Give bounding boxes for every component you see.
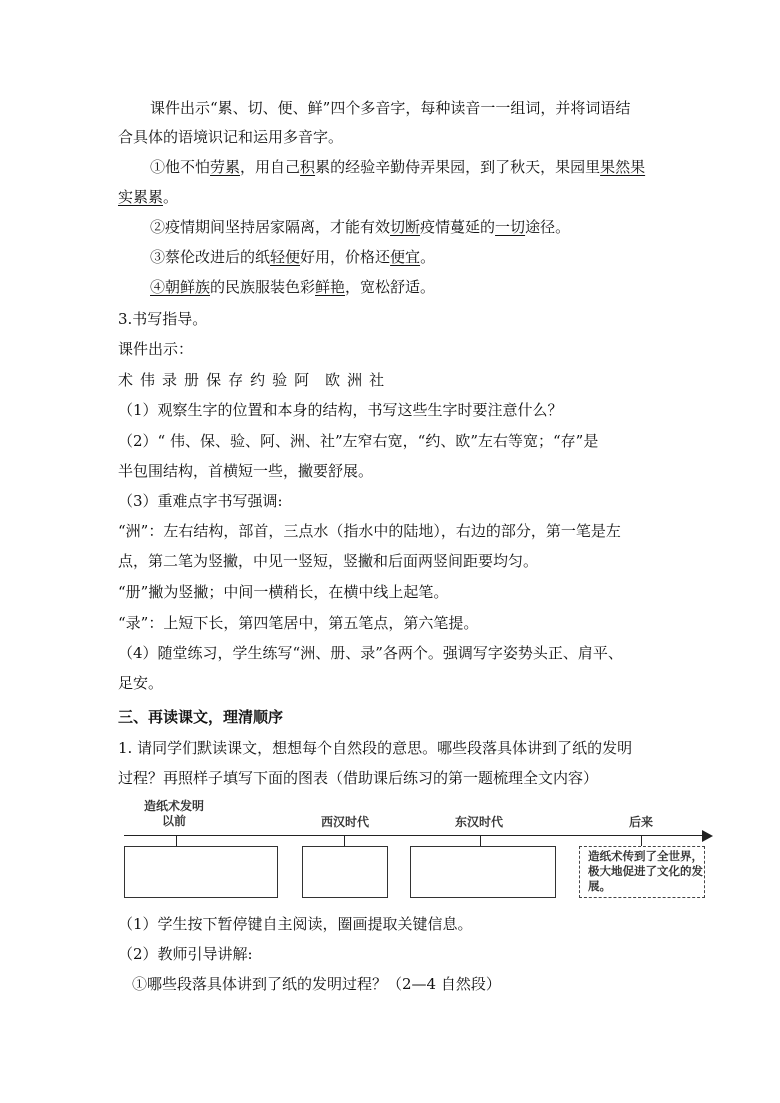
char: 保 xyxy=(206,371,222,389)
question-2-line-1: （2）“ 伟、保、验、阿、洲、社”左窄右宽，“约、欧”左右等宽；“存”是 xyxy=(118,432,599,450)
timeline-tick xyxy=(641,836,642,846)
timeline-tick xyxy=(480,836,481,846)
char: 术 xyxy=(118,371,134,389)
char: 录 xyxy=(162,371,178,389)
sentence-1: ①他不怕劳累，用自己积累的经验辛勤侍弄果园，到了秋天，果园里果然果 xyxy=(150,158,646,176)
sentence-4: ④朝鲜族的民族服装色彩鲜艳，宽松舒适。 xyxy=(150,278,436,296)
question-4-line-1: （4）随堂练习，学生练写“洲、册、录”各两个。强调写字姿势头正、肩平、 xyxy=(118,644,623,662)
after-2: （2）教师引导讲解: xyxy=(118,945,253,963)
intro-line-1: 课件出示“累、切、便、鲜”四个多音字，每种读音一一组词，并将词语结 xyxy=(150,99,631,117)
char: 验 xyxy=(272,371,288,389)
sample-box-text: 造纸术传到了全世界，极大地促进了文化的发展。 xyxy=(588,849,703,893)
after-1: （1）学生按下暂停键自主阅读，圈画提取关键信息。 xyxy=(118,915,473,933)
char: 欧 xyxy=(325,371,341,389)
sentence-3: ③蔡伦改进后的纸轻便好用，价格还便宜。 xyxy=(150,248,436,266)
char: 约 xyxy=(250,371,266,389)
sentence-2: ②疫情期间坚持居家隔离，才能有效切断疫情蔓延的一切途径。 xyxy=(150,218,571,236)
sentence-1-cont: 实累累。 xyxy=(118,188,179,206)
char: 存 xyxy=(228,371,244,389)
era-label-western-han: 西汉时代 xyxy=(320,815,369,829)
era-label-before-papermaking: 造纸术发明以前 xyxy=(143,799,204,828)
courseware-label: 课件出示： xyxy=(118,340,194,358)
answer-box-western-han[interactable] xyxy=(302,846,388,898)
era-label-later: 后来 xyxy=(628,815,653,829)
char: 社 xyxy=(369,371,385,389)
new-characters xyxy=(118,370,678,390)
zhou-note-line-2: 点，第二笔为竖撇，中见一竖短，竖撇和后面两竖间距要均匀。 xyxy=(118,552,539,570)
intro-line-2: 合具体的语境识记和运用多音字。 xyxy=(118,128,344,146)
zhou-note-line-1: “洲”：左右结构，部首，三点水（指水中的陆地），右边的部分，第一笔是左 xyxy=(118,522,621,540)
timeline-tick xyxy=(176,836,177,846)
after-3: ①哪些段落具体讲到了纸的发明过程？（2—4 自然段） xyxy=(132,975,501,993)
question-4-line-2: 足安。 xyxy=(118,674,164,692)
writing-heading: 3.书写指导。 xyxy=(118,310,208,328)
timeline-axis xyxy=(124,835,704,836)
char: 册 xyxy=(184,371,200,389)
ce-note: “册”撇为竖撇；中间一横稍长，在横中线上起笔。 xyxy=(118,583,449,601)
question-1: （1）观察生字的位置和本身的结构，书写这些生字时要注意什么？ xyxy=(118,401,563,419)
lu-note: “录”：上短下长，第四笔居中，第五笔点，第六笔提。 xyxy=(118,614,479,632)
section-3-title: 三、再读课文，理清顺序 xyxy=(118,708,284,726)
question-3: （3）重难点字书写强调: xyxy=(118,492,283,510)
answer-box-eastern-han[interactable] xyxy=(410,846,556,898)
section-3-p1-line-2: 过程？再照样子填写下面的图表（借助课后练习的第一题梳理全文内容） xyxy=(118,769,599,787)
answer-box-before[interactable] xyxy=(124,846,278,898)
section-3-p1-line-1: 1. 请同学们默读课文，想想每个自然段的意思。哪些段落具体讲到了纸的发明 xyxy=(118,739,633,757)
char: 阿 xyxy=(294,371,310,389)
timeline-tick xyxy=(344,836,345,846)
question-2-line-2: 半包围结构，首横短一些，撇要舒展。 xyxy=(118,462,374,480)
char: 洲 xyxy=(347,371,363,389)
sample-box-later xyxy=(579,846,705,898)
timeline-diagram xyxy=(118,797,718,905)
char: 伟 xyxy=(140,371,156,389)
era-label-eastern-han: 东汉时代 xyxy=(454,815,503,829)
timeline-arrow-icon xyxy=(702,830,713,842)
